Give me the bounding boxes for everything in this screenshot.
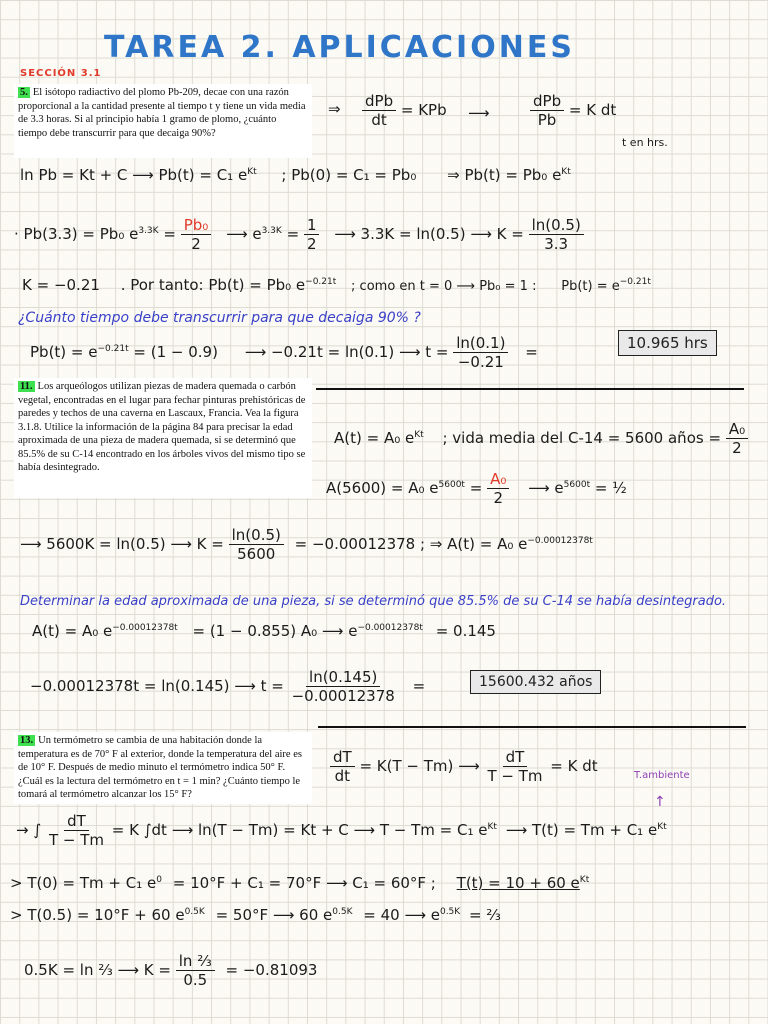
problem-5-text: El isótopo radiactivo del plomo Pb-209, decae con una razón proporcional a la cantidad presente al tiempo t y tiene un vida media de 3.3 horas. Si al principio había 1 gramo de plomo, ¿cuánto tiempo debe transcurrir para que decaiga 90%? <box>18 87 306 139</box>
p11-line4: A(t) = A₀ $e^{-0.00012378t} = (1 - 0.855)$ A₀ ⟶ $e^{-0.00012378t} = 0.145$ <box>32 622 496 640</box>
problem-13-statement <box>14 732 312 804</box>
p11-line1: A(t) = A₀ $e^{Kt}$ ; vida media del C-14 = 5600 años = $\frac{\text{A₀}}{2}$ <box>334 420 748 457</box>
p5-note: t en hrs. <box>622 136 668 149</box>
p11-line2: A(5600) = A₀ $e^{5600t}$ = $\frac{\text{A₀}}{2}$ ⟶ $e^{5600t}$ = ½ <box>326 470 627 507</box>
p5-separated-eq: $\frac{\text{dPb}}{Pb}$ = K dt <box>530 92 616 129</box>
p11-answer-box: 15600.432 años <box>470 670 601 694</box>
problem-13-text: Un termómetro se cambia de una habitación donde la temperatura es de 70° F al exterior, donde la temperatura del aire es de 10° F. Después de medio minuto el termómetro indica 50° F. ¿Cuál es la lectura del termómetro en t = 1 min? ¿Cuánto tiempo le tomará al termómetro alcanzar los 15° F? <box>18 735 302 800</box>
p13-line1: $\frac{dT}{dt}$ = K(T − Tm) ⟶ $\frac{dT}{T - Tm}$ = K dt <box>330 748 598 785</box>
p5-answer-box: 10.965 hrs <box>618 330 717 356</box>
p5-line5: $Pb(t) = e^{-0.21t} = (1 - 0.9)$ ⟶ −0.21t = ln(0.1) ⟶ t = $\frac{\ln(0.1)}{-0.21}$ = <box>30 334 538 371</box>
p5-line2: ln Pb = Kt + C ⟶ Pb(t) = C₁ $e^{Kt}$ ; Pb(0) = C₁ = Pb₀ ⇒ Pb(t) = Pb₀ $e^{Kt}$ <box>20 166 571 184</box>
p5-arrow: ⟶ <box>468 104 490 122</box>
p5-frac-num: dPb <box>362 92 396 111</box>
problem-5-number: 5. <box>20 87 28 98</box>
p5-eq-rhs: = KPb <box>400 101 447 119</box>
p13-line5: 0.5K = ln ²⁄₃ ⟶ K = $\frac{\text{ln ²⁄₃}}{0.5}$ = −0.81093 <box>24 952 318 989</box>
p5-implies-arrow: ⇒ <box>328 100 341 118</box>
p13-line4: > T(0.5) = 10°F + 60 $e^{0.5K} = 50^\circ F$ ⟶ 60 $e^{0.5K} = 40$ ⟶ $e^{0.5K}$ = ²⁄₃ <box>10 906 501 924</box>
divider-line-2 <box>318 726 746 728</box>
p5-diff-eq <box>362 92 447 129</box>
p11-line3: ⟶ 5600K = ln(0.5) ⟶ K = $\frac{\ln(0.5)}{5600}$ = −0.00012378 ; ⇒ A(t) = A₀ $e^{-0.00012378t}$ <box>20 526 593 563</box>
problem-11-number: 11. <box>20 381 33 392</box>
p5-line3: · Pb(3.3) = Pb₀ $e^{3.3K}$ = $\frac{\text{Pb₀}}{2}$ ⟶ $e^{3.3K}$ = $\frac{1}{2}$ ⟶ 3.3K = ln(0.5) ⟶ K = $\frac{\ln(0.5)}{3.3}$ <box>14 216 584 253</box>
p13-note-arrow: ↑ <box>654 794 666 810</box>
p5-question: ¿Cuánto tiempo debe transcurrir para que decaiga 90% ? <box>18 310 421 326</box>
divider-line <box>316 388 744 390</box>
p11-line5: −0.00012378t = ln(0.145) ⟶ t = $\frac{\ln(0.145)}{-0.00012378}$ = <box>30 668 426 705</box>
p13-line2: → ∫ $\frac{dT}{T - Tm}$ = K ∫dt ⟶ ln(T − Tm) = Kt + C ⟶ T − Tm = C₁ $e^{Kt}$ ⟶ T(t) = Tm + C₁ $e^{Kt}$ <box>16 812 667 849</box>
p13-line3: > T(0) = Tm + C₁ $e^0 = 10^\circ F + C_1 = 70^\circ F$ ⟶ C₁ = 60°F ; T(t) = 10 + 60 $e^{Kt}$ <box>10 874 590 892</box>
p5-frac-den: dt <box>371 111 387 129</box>
problem-11-text: Los arqueólogos utilizan piezas de madera quemada o carbón vegetal, encontradas en el lugar para fechar pinturas prehistóricas de paredes y techos de una caverna en Lascaux, Francia. Vea la figura 3.1.8. Utilice la información de la página 84 para precisar la edad aproximada de una pieza de madera quemada, si se determinó que 85.5% de su C-14 encontrado en los árboles vivos del mismo tipo se había desintegrado. <box>18 381 306 473</box>
problem-11-statement <box>14 378 312 498</box>
p5-line4: K = −0.21 . Por tanto: Pb(t) = Pb₀ $e^{-0.21t}$ ; como en t = 0 ⟶ Pb₀ = 1 : $Pb(t) = e^{-0.21t}$ <box>22 276 651 294</box>
p13-note: T.ambiente <box>634 770 690 781</box>
problem-13-number: 13. <box>20 735 34 746</box>
p11-question: Determinar la edad aproximada de una pieza, si se determinó que 85.5% de su C-14 se había desintegrado. <box>20 594 727 609</box>
problem-5-statement <box>14 84 312 158</box>
page-title: TAREA 2. APLICACIONES <box>104 30 575 65</box>
section-label: SECCIÓN 3.1 <box>20 68 102 79</box>
